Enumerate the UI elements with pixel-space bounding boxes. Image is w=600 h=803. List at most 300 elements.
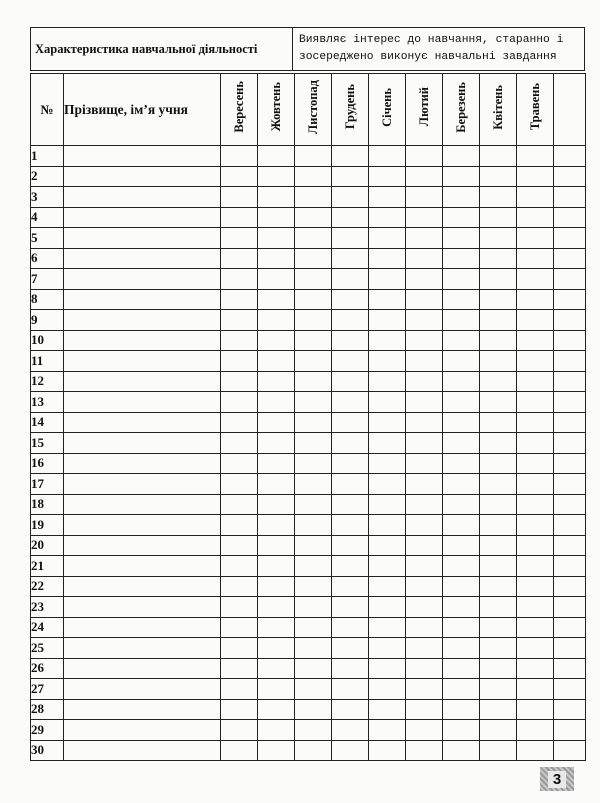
month-mark-cell[interactable] [332,433,369,454]
month-mark-cell[interactable] [517,412,554,433]
month-mark-cell[interactable] [480,433,517,454]
month-mark-cell[interactable] [480,556,517,577]
month-mark-cell[interactable] [295,474,332,495]
month-mark-cell[interactable] [517,289,554,310]
month-mark-cell[interactable] [406,228,443,249]
month-mark-cell[interactable] [295,146,332,167]
month-mark-cell[interactable] [517,207,554,228]
month-mark-cell[interactable] [369,535,406,556]
month-mark-cell[interactable] [443,433,480,454]
month-mark-cell[interactable] [554,228,586,249]
month-mark-cell[interactable] [332,146,369,167]
month-mark-cell[interactable] [480,228,517,249]
month-mark-cell[interactable] [332,228,369,249]
month-mark-cell[interactable] [221,740,258,761]
month-mark-cell[interactable] [258,556,295,577]
month-mark-cell[interactable] [517,556,554,577]
student-name-cell[interactable] [64,679,221,700]
month-mark-cell[interactable] [369,617,406,638]
month-mark-cell[interactable] [517,638,554,659]
month-mark-cell[interactable] [517,699,554,720]
month-mark-cell[interactable] [221,166,258,187]
month-mark-cell[interactable] [517,166,554,187]
month-mark-cell[interactable] [221,658,258,679]
month-mark-cell[interactable] [406,248,443,269]
month-mark-cell[interactable] [554,371,586,392]
student-name-cell[interactable] [64,535,221,556]
month-mark-cell[interactable] [221,699,258,720]
month-mark-cell[interactable] [480,412,517,433]
month-mark-cell[interactable] [406,412,443,433]
month-mark-cell[interactable] [480,207,517,228]
month-mark-cell[interactable] [332,597,369,618]
month-mark-cell[interactable] [554,699,586,720]
month-mark-cell[interactable] [332,289,369,310]
month-mark-cell[interactable] [406,207,443,228]
month-mark-cell[interactable] [443,515,480,536]
month-mark-cell[interactable] [258,248,295,269]
month-mark-cell[interactable] [295,371,332,392]
month-mark-cell[interactable] [480,392,517,413]
month-mark-cell[interactable] [443,679,480,700]
month-mark-cell[interactable] [258,617,295,638]
month-mark-cell[interactable] [221,494,258,515]
month-mark-cell[interactable] [258,515,295,536]
month-mark-cell[interactable] [295,658,332,679]
student-name-cell[interactable] [64,576,221,597]
month-mark-cell[interactable] [258,146,295,167]
month-mark-cell[interactable] [554,740,586,761]
month-mark-cell[interactable] [332,576,369,597]
month-mark-cell[interactable] [369,248,406,269]
month-mark-cell[interactable] [406,330,443,351]
month-mark-cell[interactable] [258,638,295,659]
month-mark-cell[interactable] [554,412,586,433]
month-mark-cell[interactable] [258,433,295,454]
month-mark-cell[interactable] [221,679,258,700]
month-mark-cell[interactable] [443,494,480,515]
month-mark-cell[interactable] [295,289,332,310]
month-mark-cell[interactable] [443,166,480,187]
month-mark-cell[interactable] [221,433,258,454]
month-mark-cell[interactable] [258,597,295,618]
month-mark-cell[interactable] [554,658,586,679]
student-name-cell[interactable] [64,556,221,577]
month-mark-cell[interactable] [369,515,406,536]
month-mark-cell[interactable] [406,371,443,392]
month-mark-cell[interactable] [258,330,295,351]
month-mark-cell[interactable] [295,269,332,290]
month-mark-cell[interactable] [554,453,586,474]
student-name-cell[interactable] [64,474,221,495]
month-mark-cell[interactable] [480,515,517,536]
month-mark-cell[interactable] [332,699,369,720]
month-mark-cell[interactable] [406,638,443,659]
student-name-cell[interactable] [64,494,221,515]
month-mark-cell[interactable] [369,638,406,659]
month-mark-cell[interactable] [258,720,295,741]
month-mark-cell[interactable] [517,576,554,597]
student-name-cell[interactable] [64,433,221,454]
month-mark-cell[interactable] [369,740,406,761]
month-mark-cell[interactable] [480,474,517,495]
month-mark-cell[interactable] [369,371,406,392]
month-mark-cell[interactable] [480,248,517,269]
month-mark-cell[interactable] [554,330,586,351]
month-mark-cell[interactable] [443,310,480,331]
month-mark-cell[interactable] [332,351,369,372]
month-mark-cell[interactable] [221,474,258,495]
month-mark-cell[interactable] [221,412,258,433]
month-mark-cell[interactable] [406,658,443,679]
month-mark-cell[interactable] [295,330,332,351]
month-mark-cell[interactable] [258,187,295,208]
month-mark-cell[interactable] [443,412,480,433]
month-mark-cell[interactable] [332,412,369,433]
month-mark-cell[interactable] [258,289,295,310]
month-mark-cell[interactable] [517,269,554,290]
month-mark-cell[interactable] [295,207,332,228]
month-mark-cell[interactable] [554,310,586,331]
month-mark-cell[interactable] [554,207,586,228]
month-mark-cell[interactable] [295,166,332,187]
month-mark-cell[interactable] [480,679,517,700]
student-name-cell[interactable] [64,720,221,741]
month-mark-cell[interactable] [295,187,332,208]
month-mark-cell[interactable] [332,720,369,741]
month-mark-cell[interactable] [332,535,369,556]
month-mark-cell[interactable] [517,494,554,515]
month-mark-cell[interactable] [295,679,332,700]
month-mark-cell[interactable] [295,576,332,597]
month-mark-cell[interactable] [517,720,554,741]
month-mark-cell[interactable] [406,351,443,372]
month-mark-cell[interactable] [480,597,517,618]
month-mark-cell[interactable] [517,658,554,679]
month-mark-cell[interactable] [221,146,258,167]
month-mark-cell[interactable] [406,289,443,310]
student-name-cell[interactable] [64,269,221,290]
month-mark-cell[interactable] [406,515,443,536]
month-mark-cell[interactable] [332,740,369,761]
month-mark-cell[interactable] [480,699,517,720]
month-mark-cell[interactable] [517,351,554,372]
month-mark-cell[interactable] [221,228,258,249]
month-mark-cell[interactable] [258,658,295,679]
month-mark-cell[interactable] [554,289,586,310]
month-mark-cell[interactable] [258,453,295,474]
month-mark-cell[interactable] [517,330,554,351]
month-mark-cell[interactable] [554,494,586,515]
month-mark-cell[interactable] [554,556,586,577]
month-mark-cell[interactable] [443,207,480,228]
month-mark-cell[interactable] [554,638,586,659]
month-mark-cell[interactable] [443,556,480,577]
month-mark-cell[interactable] [480,310,517,331]
month-mark-cell[interactable] [517,146,554,167]
month-mark-cell[interactable] [554,146,586,167]
student-name-cell[interactable] [64,248,221,269]
month-mark-cell[interactable] [480,269,517,290]
student-name-cell[interactable] [64,330,221,351]
month-mark-cell[interactable] [517,597,554,618]
month-mark-cell[interactable] [517,433,554,454]
month-mark-cell[interactable] [221,207,258,228]
month-mark-cell[interactable] [406,269,443,290]
month-mark-cell[interactable] [554,166,586,187]
month-mark-cell[interactable] [480,289,517,310]
month-mark-cell[interactable] [295,699,332,720]
student-name-cell[interactable] [64,310,221,331]
month-mark-cell[interactable] [517,228,554,249]
month-mark-cell[interactable] [406,166,443,187]
month-mark-cell[interactable] [406,474,443,495]
month-mark-cell[interactable] [443,351,480,372]
month-mark-cell[interactable] [221,515,258,536]
month-mark-cell[interactable] [221,597,258,618]
month-mark-cell[interactable] [554,679,586,700]
month-mark-cell[interactable] [443,187,480,208]
month-mark-cell[interactable] [554,576,586,597]
month-mark-cell[interactable] [295,617,332,638]
month-mark-cell[interactable] [406,617,443,638]
student-name-cell[interactable] [64,617,221,638]
month-mark-cell[interactable] [554,187,586,208]
month-mark-cell[interactable] [554,597,586,618]
month-mark-cell[interactable] [406,187,443,208]
month-mark-cell[interactable] [258,494,295,515]
month-mark-cell[interactable] [406,740,443,761]
month-mark-cell[interactable] [443,658,480,679]
month-mark-cell[interactable] [554,720,586,741]
month-mark-cell[interactable] [369,720,406,741]
student-name-cell[interactable] [64,597,221,618]
month-mark-cell[interactable] [443,453,480,474]
month-mark-cell[interactable] [295,638,332,659]
month-mark-cell[interactable] [332,658,369,679]
month-mark-cell[interactable] [258,269,295,290]
student-name-cell[interactable] [64,207,221,228]
month-mark-cell[interactable] [554,269,586,290]
month-mark-cell[interactable] [221,269,258,290]
month-mark-cell[interactable] [480,330,517,351]
month-mark-cell[interactable] [480,535,517,556]
month-mark-cell[interactable] [332,474,369,495]
month-mark-cell[interactable] [406,146,443,167]
month-mark-cell[interactable] [480,576,517,597]
month-mark-cell[interactable] [480,638,517,659]
month-mark-cell[interactable] [480,617,517,638]
month-mark-cell[interactable] [258,474,295,495]
month-mark-cell[interactable] [295,392,332,413]
month-mark-cell[interactable] [369,310,406,331]
month-mark-cell[interactable] [480,494,517,515]
month-mark-cell[interactable] [332,371,369,392]
month-mark-cell[interactable] [406,453,443,474]
month-mark-cell[interactable] [443,576,480,597]
month-mark-cell[interactable] [517,474,554,495]
month-mark-cell[interactable] [406,494,443,515]
month-mark-cell[interactable] [221,351,258,372]
month-mark-cell[interactable] [221,289,258,310]
month-mark-cell[interactable] [221,453,258,474]
month-mark-cell[interactable] [295,351,332,372]
month-mark-cell[interactable] [258,166,295,187]
month-mark-cell[interactable] [221,617,258,638]
month-mark-cell[interactable] [258,351,295,372]
month-mark-cell[interactable] [517,617,554,638]
month-mark-cell[interactable] [258,392,295,413]
month-mark-cell[interactable] [332,187,369,208]
month-mark-cell[interactable] [332,556,369,577]
month-mark-cell[interactable] [221,556,258,577]
month-mark-cell[interactable] [443,638,480,659]
month-mark-cell[interactable] [295,535,332,556]
month-mark-cell[interactable] [332,617,369,638]
month-mark-cell[interactable] [554,535,586,556]
month-mark-cell[interactable] [332,207,369,228]
student-name-cell[interactable] [64,371,221,392]
month-mark-cell[interactable] [406,392,443,413]
student-name-cell[interactable] [64,515,221,536]
month-mark-cell[interactable] [332,494,369,515]
month-mark-cell[interactable] [517,248,554,269]
month-mark-cell[interactable] [554,474,586,495]
student-name-cell[interactable] [64,146,221,167]
month-mark-cell[interactable] [554,617,586,638]
month-mark-cell[interactable] [295,515,332,536]
month-mark-cell[interactable] [517,310,554,331]
month-mark-cell[interactable] [443,720,480,741]
month-mark-cell[interactable] [258,576,295,597]
month-mark-cell[interactable] [369,658,406,679]
month-mark-cell[interactable] [221,638,258,659]
month-mark-cell[interactable] [369,433,406,454]
month-mark-cell[interactable] [406,556,443,577]
month-mark-cell[interactable] [369,474,406,495]
student-name-cell[interactable] [64,392,221,413]
month-mark-cell[interactable] [332,679,369,700]
month-mark-cell[interactable] [369,228,406,249]
month-mark-cell[interactable] [258,371,295,392]
month-mark-cell[interactable] [295,740,332,761]
month-mark-cell[interactable] [443,740,480,761]
month-mark-cell[interactable] [258,535,295,556]
month-mark-cell[interactable] [480,371,517,392]
month-mark-cell[interactable] [221,371,258,392]
month-mark-cell[interactable] [554,515,586,536]
month-mark-cell[interactable] [221,535,258,556]
month-mark-cell[interactable] [295,720,332,741]
month-mark-cell[interactable] [406,699,443,720]
month-mark-cell[interactable] [369,453,406,474]
month-mark-cell[interactable] [554,351,586,372]
student-name-cell[interactable] [64,187,221,208]
month-mark-cell[interactable] [295,433,332,454]
month-mark-cell[interactable] [406,535,443,556]
month-mark-cell[interactable] [443,248,480,269]
month-mark-cell[interactable] [443,392,480,413]
student-name-cell[interactable] [64,228,221,249]
month-mark-cell[interactable] [258,679,295,700]
month-mark-cell[interactable] [480,146,517,167]
month-mark-cell[interactable] [517,515,554,536]
month-mark-cell[interactable] [517,740,554,761]
month-mark-cell[interactable] [332,310,369,331]
month-mark-cell[interactable] [406,720,443,741]
month-mark-cell[interactable] [369,392,406,413]
month-mark-cell[interactable] [406,679,443,700]
month-mark-cell[interactable] [369,146,406,167]
month-mark-cell[interactable] [480,453,517,474]
month-mark-cell[interactable] [517,392,554,413]
month-mark-cell[interactable] [517,453,554,474]
month-mark-cell[interactable] [295,556,332,577]
month-mark-cell[interactable] [443,474,480,495]
student-name-cell[interactable] [64,166,221,187]
month-mark-cell[interactable] [221,720,258,741]
student-name-cell[interactable] [64,699,221,720]
month-mark-cell[interactable] [443,146,480,167]
month-mark-cell[interactable] [517,535,554,556]
month-mark-cell[interactable] [369,187,406,208]
month-mark-cell[interactable] [258,310,295,331]
month-mark-cell[interactable] [221,248,258,269]
month-mark-cell[interactable] [332,269,369,290]
month-mark-cell[interactable] [295,248,332,269]
month-mark-cell[interactable] [258,699,295,720]
month-mark-cell[interactable] [480,720,517,741]
month-mark-cell[interactable] [369,412,406,433]
month-mark-cell[interactable] [443,597,480,618]
month-mark-cell[interactable] [369,269,406,290]
month-mark-cell[interactable] [369,699,406,720]
month-mark-cell[interactable] [221,576,258,597]
month-mark-cell[interactable] [554,248,586,269]
month-mark-cell[interactable] [517,187,554,208]
month-mark-cell[interactable] [332,515,369,536]
month-mark-cell[interactable] [332,392,369,413]
month-mark-cell[interactable] [258,207,295,228]
month-mark-cell[interactable] [443,330,480,351]
month-mark-cell[interactable] [554,392,586,413]
month-mark-cell[interactable] [406,597,443,618]
month-mark-cell[interactable] [443,228,480,249]
month-mark-cell[interactable] [369,556,406,577]
month-mark-cell[interactable] [332,638,369,659]
month-mark-cell[interactable] [295,597,332,618]
month-mark-cell[interactable] [369,330,406,351]
month-mark-cell[interactable] [332,330,369,351]
month-mark-cell[interactable] [480,740,517,761]
month-mark-cell[interactable] [554,433,586,454]
month-mark-cell[interactable] [295,453,332,474]
month-mark-cell[interactable] [517,679,554,700]
month-mark-cell[interactable] [443,617,480,638]
month-mark-cell[interactable] [258,412,295,433]
student-name-cell[interactable] [64,412,221,433]
student-name-cell[interactable] [64,453,221,474]
month-mark-cell[interactable] [332,166,369,187]
month-mark-cell[interactable] [295,412,332,433]
month-mark-cell[interactable] [443,535,480,556]
month-mark-cell[interactable] [443,289,480,310]
month-mark-cell[interactable] [369,166,406,187]
month-mark-cell[interactable] [221,187,258,208]
month-mark-cell[interactable] [369,289,406,310]
student-name-cell[interactable] [64,351,221,372]
month-mark-cell[interactable] [517,371,554,392]
